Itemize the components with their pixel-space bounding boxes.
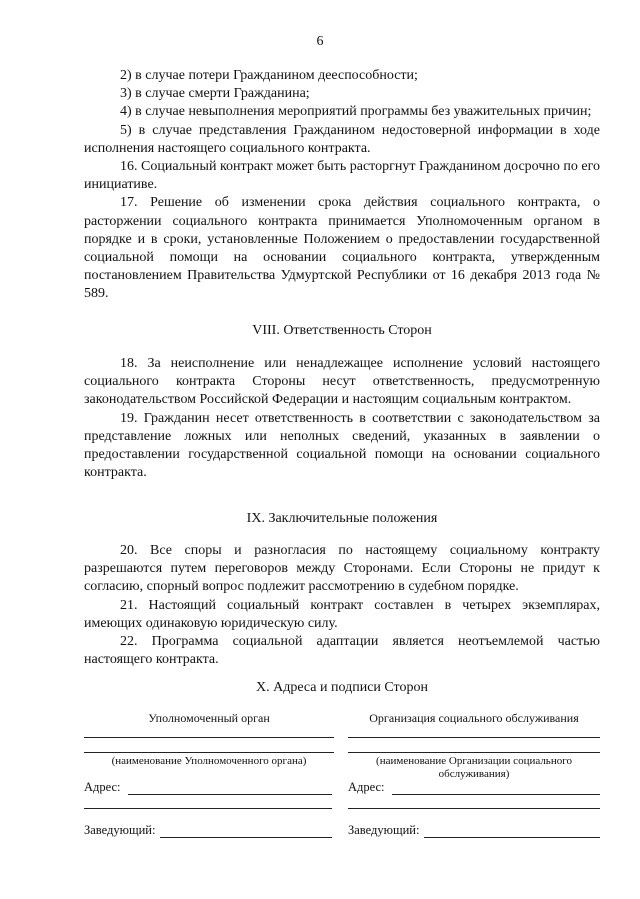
section-8 (84, 355, 600, 482)
clause-19: 19. Гражданин несет ответственность в соответствии с законодательством за представление ложных или неполных сведений, указанных в заявлении о предоставлении государственной социальной помощи на основании социального контракта. (84, 410, 600, 481)
clause-21: 21. Настоящий социальный контракт составлен в четырех экземплярах, имеющих одинаковую юридическую силу. (84, 597, 600, 631)
left-head-signature-line[interactable] (160, 837, 332, 838)
clause-2: 2) в случае потери Гражданином дееспособности; (120, 68, 418, 83)
left-name-line-1[interactable] (84, 737, 334, 738)
right-name-caption: (наименование Организации социального обслуживания) (376, 755, 572, 780)
clause-16: 16. Социальный контракт может быть расторгнут Гражданином досрочно по его инициативе. (84, 159, 600, 193)
section-9 (84, 542, 600, 669)
left-name-line-2[interactable] (84, 752, 334, 753)
left-head-label: Заведующий: (84, 823, 156, 837)
right-name-line-2[interactable] (348, 752, 600, 753)
left-address-label: Адрес: (84, 780, 121, 794)
right-party-title: Организация социального обслуживания (369, 711, 579, 725)
clause-4: 4) в случае невыполнения мероприятий программы без уважительных причин; (120, 104, 592, 120)
clause-20: 20. Все споры и разногласия по настоящему социальному контракту разрешаются путем переговоров между Сторонами. Если Стороны не придут к согласию, спорный вопрос подлежит рассмотрению в судебном порядке. (84, 543, 600, 595)
right-address-label: Адрес: (348, 780, 385, 794)
section-10-heading-wrap (84, 679, 600, 697)
right-head-label: Заведующий: (348, 823, 420, 837)
section-9-heading-wrap (84, 510, 600, 528)
right-address-line-2[interactable] (348, 808, 600, 809)
right-address-line-1[interactable] (392, 794, 600, 795)
left-address-line-1[interactable] (128, 794, 332, 795)
page-number: 6 (316, 34, 324, 49)
section-9-heading: IX. Заключительные положения (246, 511, 438, 526)
left-address-line-2[interactable] (84, 808, 332, 809)
right-head-signature-line[interactable] (424, 837, 600, 838)
clause-22: 22. Программа социальной адаптации является неотъемлемой частью настоящего контракта. (84, 634, 600, 668)
left-name-caption: (наименование Уполномоченного органа) (111, 755, 307, 767)
left-party-title: Уполномоченный орган (148, 711, 270, 725)
clause-5: 5) в случае представления Гражданином недостоверной информации в ходе исполнения настоящего социального контракта. (84, 122, 600, 156)
section-8-heading-wrap (84, 322, 600, 340)
clause-17: 17. Решение об изменении срока действия социального контракта, о расторжении социального контракта принимается Уполномоченным органом в порядке и в сроки, установленные Положением о предоставлении государственной социальной помощи на основании социального контракта, утвержденным постановлением Правительства Удмуртской Республики от 16 декабря 2013 года № 589. (84, 195, 600, 302)
clause-3: 3) в случае смерти Гражданина; (120, 86, 310, 102)
right-name-line-1[interactable] (348, 737, 600, 738)
section-10-heading: X. Адреса и подписи Сторон (256, 680, 428, 695)
section-8-heading: VIII. Ответственность Сторон (252, 323, 432, 338)
clause-18: 18. За неисполнение или ненадлежащее исполнение условий настоящего социального контракта Стороны несут ответственность, предусмотренную законодательством Российской Федерации и настоящим социальным контрактом. (84, 356, 600, 408)
top-clauses (84, 67, 600, 304)
